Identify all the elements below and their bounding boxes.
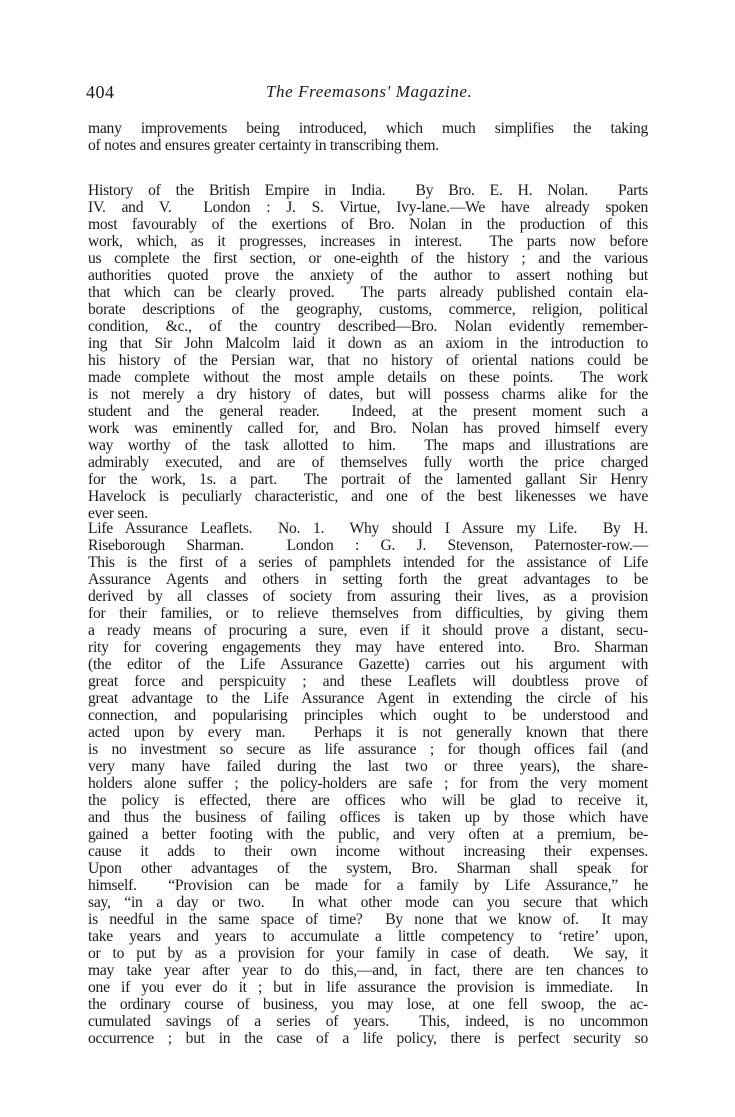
text-line: condition, &c., of the country described—Bro. Nolan evidently remember- xyxy=(88,318,648,335)
text-line: his history of the Persian war, that no history of oriental nations could be xyxy=(88,352,648,369)
text-line: say, “in a day or two. In what other mode can you secure that which xyxy=(88,894,648,911)
text-line: himself. “Provision can be made for a family by Life Assurance,” he xyxy=(88,877,648,894)
text-line: us complete the first section, or one-eighth of the history ; and the various xyxy=(88,250,648,267)
text-line: Upon other advantages of the system, Bro. Sharman shall speak for xyxy=(88,860,648,877)
text-line: Havelock is peculiarly characteristic, and one of the best likenesses we have xyxy=(88,488,648,505)
text-line: the policy is effected, there are offices who will be glad to receive it, xyxy=(88,792,648,809)
text-line: rity for covering engagements they may have entered into. Bro. Sharman xyxy=(88,639,648,656)
text-line: Life Assurance Leaflets. No. 1. Why should I Assure my Life. By H. xyxy=(88,520,648,537)
text-line: work was eminently called for, and Bro. Nolan has proved himself every xyxy=(88,420,648,437)
text-line: authorities quoted prove the anxiety of the author to assert nothing but xyxy=(88,267,648,284)
text-line: ing that Sir John Malcolm laid it down as an axiom in the introduction to xyxy=(88,335,648,352)
text-line: student and the general reader. Indeed, at the present moment such a xyxy=(88,403,648,420)
text-line: one if you ever do it ; but in life assurance the provision is immediate. In xyxy=(88,979,648,996)
text-line: IV. and V. London : J. S. Virtue, Ivy-lane.—We have already spoken xyxy=(88,199,648,216)
text-line: is not merely a dry history of dates, but will possess charms alike for the xyxy=(88,386,648,403)
text-line: connection, and popularising principles which ought to be understood and xyxy=(88,707,648,724)
text-line: work, which, as it progresses, increases in interest. The parts now before xyxy=(88,233,648,250)
text-line: the ordinary course of business, you may lose, at one fell swoop, the ac- xyxy=(88,996,648,1013)
page-header xyxy=(86,82,646,108)
text-line: take years and years to accumulate a little competency to ‘retire’ upon, xyxy=(88,928,648,945)
page-number: 404 xyxy=(86,82,115,102)
text-line: This is the first of a series of pamphlets intended for the assistance of Life xyxy=(88,554,648,571)
text-line: may take year after year to do this,—and, in fact, there are ten chances to xyxy=(88,962,648,979)
review-history-british-empire-india xyxy=(88,182,648,522)
text-line: ever seen. xyxy=(88,505,148,522)
text-line: (the editor of the Life Assurance Gazette) carries out his argument with xyxy=(88,656,648,673)
text-line: made complete without the most ample details on these points. The work xyxy=(88,369,648,386)
text-line: is needful in the same space of time? By none that we know of. It may xyxy=(88,911,648,928)
text-line: or to put by as a provision for your family in case of death. We say, it xyxy=(88,945,648,962)
text-line: for their families, or to relieve themselves from difficulties, by giving them xyxy=(88,605,648,622)
text-line: acted upon by every man. Perhaps it is not generally known that there xyxy=(88,724,648,741)
text-line: cumulated savings of a series of years. This, indeed, is no uncommon xyxy=(88,1013,648,1030)
text-line: borate descriptions of the geography, customs, commerce, religion, political xyxy=(88,301,648,318)
text-line: gained a better footing with the public, and very often at a premium, be- xyxy=(88,826,648,843)
text-line: great force and perspicuity ; and these Leaflets will doubtless prove of xyxy=(88,673,648,690)
text-line: very many have failed during the last two or three years), the share- xyxy=(88,758,648,775)
text-line: History of the British Empire in India. By Bro. E. H. Nolan. Parts xyxy=(88,182,648,199)
paragraph-shorthand-continuation xyxy=(88,120,648,154)
text-line: Assurance Agents and others in setting forth the great advantages to be xyxy=(88,571,648,588)
text-line: and thus the business of failing offices is taken up by those which have xyxy=(88,809,648,826)
text-line: cause it adds to their own income without increasing their expenses. xyxy=(88,843,648,860)
text-line: admirably executed, and are of themselves fully worth the price charged xyxy=(88,454,648,471)
running-title: The Freemasons' Magazine. xyxy=(266,82,473,101)
text-line: that which can be clearly proved. The parts already published contain ela- xyxy=(88,284,648,301)
text-line: for the work, 1s. a part. The portrait of the lamented gallant Sir Henry xyxy=(88,471,648,488)
text-line: occurrence ; but in the case of a life policy, there is perfect security so xyxy=(88,1030,648,1047)
text-line: holders alone suffer ; the policy-holders are safe ; for from the very moment xyxy=(88,775,648,792)
text-line: derived by all classes of society from assuring their lives, as a provision xyxy=(88,588,648,605)
text-line: a ready means of procuring a sure, even if it should prove a distant, secu- xyxy=(88,622,648,639)
text-line: Riseborough Sharman. London : G. J. Stevenson, Paternoster-row.— xyxy=(88,537,648,554)
text-line: great advantage to the Life Assurance Agent in extending the circle of his xyxy=(88,690,648,707)
review-life-assurance-leaflets xyxy=(88,520,648,1047)
text-line: of notes and ensures greater certainty in transcribing them. xyxy=(88,137,439,154)
text-line: many improvements being introduced, which much simplifies the taking xyxy=(88,120,648,137)
text-line: most favourably of the exertions of Bro. Nolan in the production of this xyxy=(88,216,648,233)
text-line: way worthy of the task allotted to him. The maps and illustrations are xyxy=(88,437,648,454)
text-line: is no investment so secure as life assurance ; for though offices fail (and xyxy=(88,741,648,758)
